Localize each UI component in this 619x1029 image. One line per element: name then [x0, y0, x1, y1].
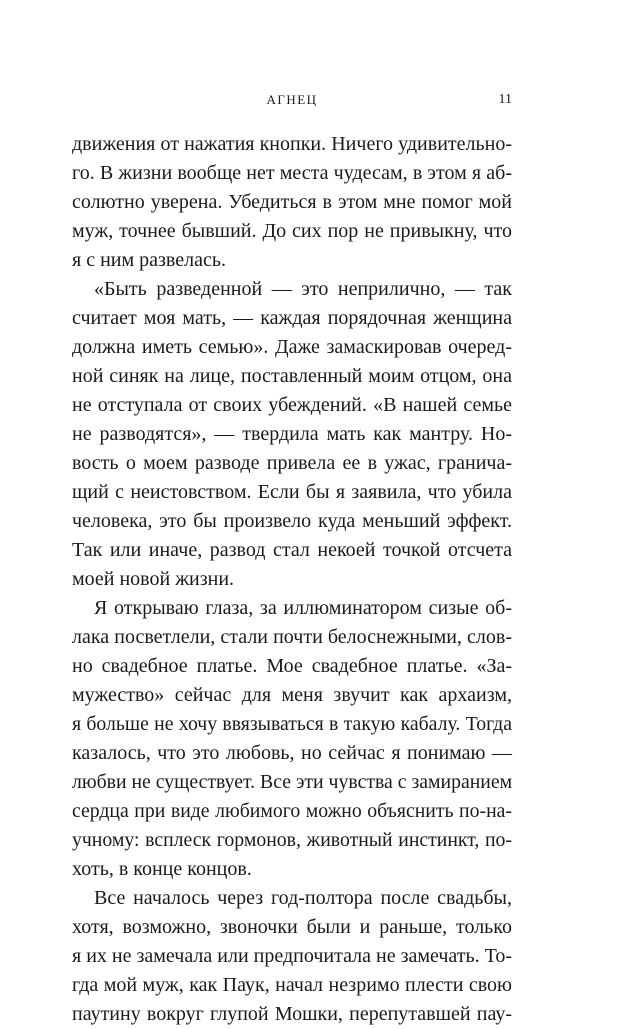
text-line: Так или иначе, развод стал некоей точкой отсчета [72, 539, 512, 561]
page-number: 11 [498, 92, 512, 107]
text-line: гда мой муж, как Паук, начал незримо плести свою [72, 974, 512, 996]
text-line: движения от нажатия кнопки. Ничего удивительно- [72, 133, 512, 155]
text-line: считает моя мать, — каждая порядочная женщина [72, 307, 512, 329]
text-line: го. В жизни вообще нет места чудесам, в этом я аб- [72, 162, 512, 184]
text-line: хотя, возможно, звоночки были и раньше, только [72, 916, 512, 938]
text-line: лака посветлели, стали почти белоснежными, слов- [72, 626, 512, 648]
text-line: учному: всплеск гормонов, животный инстинкт, по- [72, 829, 512, 851]
text-line: не разводятся», — твердила мать как мантру. Но- [72, 423, 512, 445]
text-line: муж, точнее бывший. До сих пор не привыкну, что [72, 220, 512, 242]
text-line: вость о моем разводе привела ее в ужас, гранича- [72, 452, 512, 474]
text-line: сердца при виде любимого можно объяснить по-на- [72, 800, 512, 822]
text-line: «Быть разведенной — это неприлично, — так [94, 278, 512, 300]
text-line: должна иметь семью». Даже замаскировав очеред- [72, 336, 512, 358]
text-line: казалось, что это любовь, но сейчас я понимаю — [72, 742, 512, 764]
body-text [72, 130, 512, 1029]
text-line: щий с неистовством. Если бы я заявила, что убила [72, 481, 512, 503]
text-line: Все началось через год-полтора после свадьбы, [94, 887, 512, 909]
text-line: я с ним развелась. [72, 249, 226, 271]
text-line: я их не замечала или предпочитала не замечать. То- [72, 945, 513, 967]
text-line: не отступала от своих убеждений. «В нашей семье [72, 394, 512, 416]
text-line: мужество» сейчас для меня звучит как архаизм, [72, 684, 512, 706]
page-header [72, 92, 512, 112]
text-line: ной синяк на лице, поставленный моим отцом, она [72, 365, 512, 387]
running-title: АГНЕЦ [266, 92, 318, 107]
text-line: хоть, в конце концов. [72, 858, 252, 880]
text-line: моей новой жизни. [72, 568, 235, 590]
text-line: человека, это бы произвело куда меньший эффект. [72, 510, 512, 532]
text-line: я больше не хочу ввязываться в такую кабалу. Тогда [72, 713, 512, 735]
text-line: Я открываю глаза, за иллюминатором сизые об- [94, 597, 512, 619]
text-line: но свадебное платье. Мое свадебное платье. «За- [72, 655, 512, 677]
text-line: любви не существует. Все эти чувства с замиранием [72, 771, 513, 793]
text-line: солютно уверена. Убедиться в этом мне помог мой [72, 191, 512, 213]
text-line: паутину вокруг глупой Мошки, перепутавшей пау- [72, 1003, 512, 1025]
